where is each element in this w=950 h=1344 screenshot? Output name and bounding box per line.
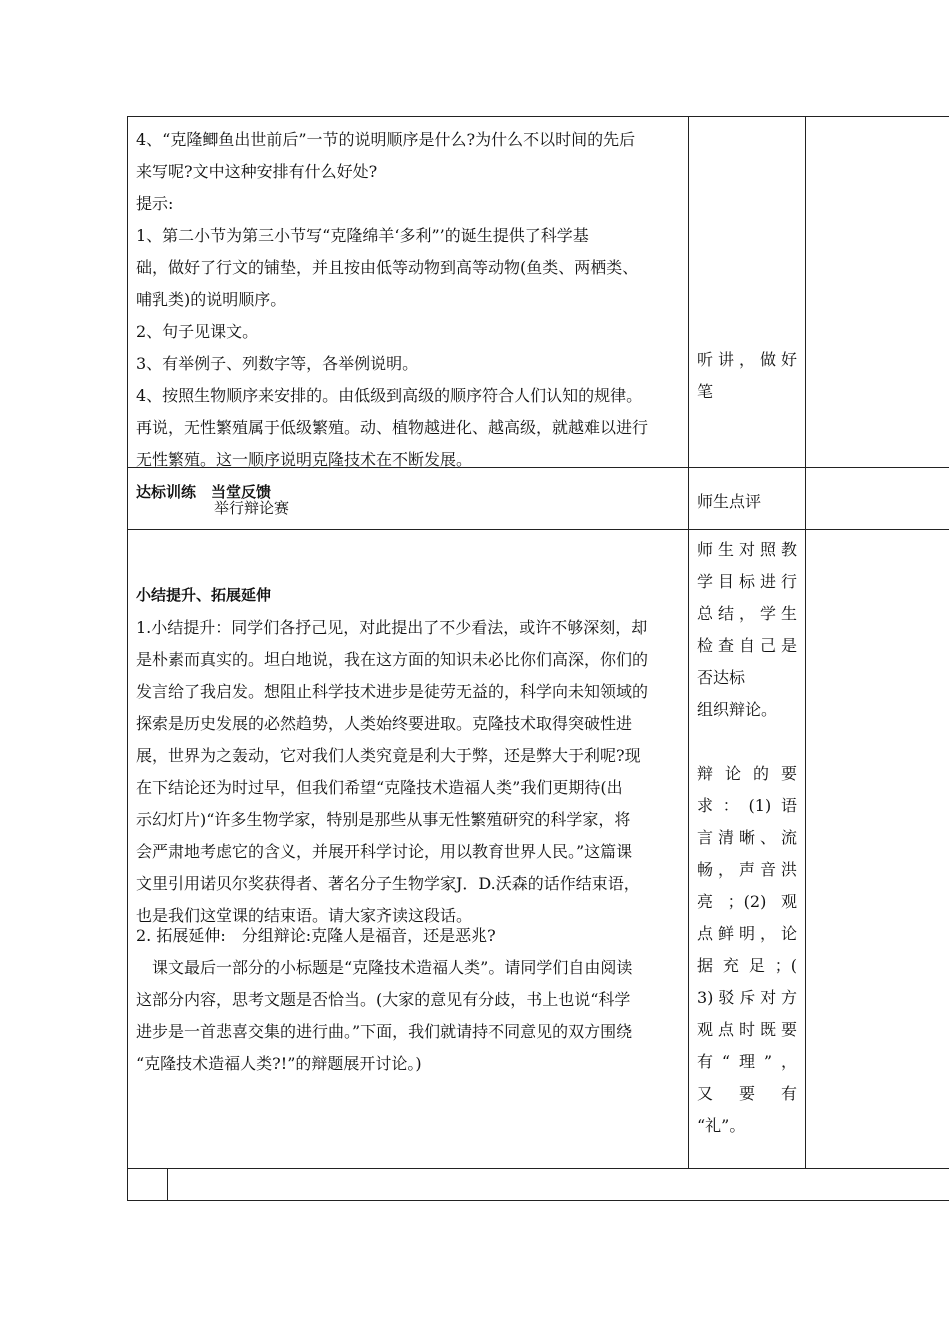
side-note-line: 言清晰、流 <box>697 828 797 847</box>
summary-line: 会严肃地考虑它的含义，并展开科学讨论，用以教育世界人民。”这篇课 <box>136 842 633 861</box>
side-note-line: 总结，学生 <box>697 604 797 623</box>
row1-line: 4、“克隆鲫鱼出世前后”一节的说明顺序是什么?为什么不以时间的先后 <box>136 130 636 149</box>
table-top-border <box>127 116 949 117</box>
summary-line: 也是我们这堂课的结束语。请大家齐读这段话。 <box>136 906 473 925</box>
table-left-border <box>127 116 128 1201</box>
row2-side-label: 师生点评 <box>697 492 762 511</box>
side-note-line: 检查自己是 <box>697 636 797 655</box>
side-note-line: “礼”。 <box>697 1116 746 1135</box>
side-note-line: 点鲜明，论 <box>697 924 797 943</box>
row-divider-2 <box>127 529 949 530</box>
side-note-line: 求：(1)语 <box>697 796 797 815</box>
side-note-line: 否达标 <box>697 668 746 687</box>
row1-side-line: 笔 <box>697 382 714 401</box>
summary-line: 探索是历史发展的必然趋势，人类始终要进取。克隆技术取得突破性进 <box>136 714 633 733</box>
row1-line: 3、有举例子、列数字等，各举例说明。 <box>136 354 419 373</box>
side-note-line: 学目标进行 <box>697 572 797 591</box>
row1-line: 础，做好了行文的铺垫，并且按由低等动物到高等动物(鱼类、两栖类、 <box>136 258 639 277</box>
column-divider-right <box>805 116 806 1169</box>
row1-line: 提示: <box>136 194 174 213</box>
row-divider-3 <box>127 1168 949 1169</box>
side-note-line: 师生对照教 <box>697 540 797 559</box>
row1-line: 哺乳类)的说明顺序。 <box>136 290 287 309</box>
side-note-line: 组织辩论。 <box>697 700 778 719</box>
summary-line: 是朴素而真实的。坦白地说，我在这方面的知识未必比你们高深，你们的 <box>136 650 649 669</box>
side-note-line: 畅，声音洪 <box>697 860 797 879</box>
summary-line: 示幻灯片)“许多生物学家，特别是那些从事无性繁殖研究的科学家，将 <box>136 810 631 829</box>
side-note-line: 3)驳斥对方 <box>697 988 797 1007</box>
row2-heading: 达标训练 当堂反馈 <box>136 483 272 501</box>
summary-line: 1.小结提升：同学们各抒己见，对此提出了不少看法，或许不够深刻，却 <box>136 618 648 637</box>
summary-line: 发言给了我启发。想阻止科学技术进步是徒劳无益的，科学向未知领域的 <box>136 682 649 701</box>
extend-line: 课文最后一部分的小标题是“克隆技术造福人类”。请同学们自由阅读 <box>136 958 633 977</box>
extend-line: 2. 拓展延伸: 分组辩论:克隆人是福音，还是恶兆? <box>136 926 496 945</box>
column-divider-main <box>688 116 689 1169</box>
side-note-line: 又要有 <box>697 1084 797 1103</box>
row1-line: 来写呢?文中这种安排有什么好处? <box>136 162 378 181</box>
row1-side-line: 听讲，做好 <box>697 350 797 369</box>
row3-heading: 小结提升、拓展延伸 <box>136 586 272 604</box>
row1-line: 1、第二小节为第三小节写“克隆绵羊‘多利”’的诞生提供了科学基 <box>136 226 589 245</box>
extend-line: “克隆技术造福人类?!”的辩题展开讨论。) <box>136 1054 422 1073</box>
side-note-line: 观点时既要 <box>697 1020 797 1039</box>
side-note-line: 有“理”， <box>697 1052 797 1071</box>
row1-line: 无性繁殖。这一顺序说明克隆技术在不断发展。 <box>136 450 473 469</box>
extend-line: 进步是一首悲喜交集的进行曲。”下面，我们就请持不同意见的双方围绕 <box>136 1022 633 1041</box>
row1-line: 4、按照生物顺序来安排的。由低级到高级的顺序符合人们认知的规律。 <box>136 386 643 405</box>
summary-line: 展，世界为之轰动，它对我们人类究竟是利大于弊，还是弊大于利呢?现 <box>136 746 641 765</box>
extend-line: 这部分内容，思考文题是否恰当。(大家的意见有分歧，书上也说“科学 <box>136 990 631 1009</box>
row2-subtitle: 举行辩论赛 <box>214 499 290 517</box>
bottom-row-divider <box>167 1168 168 1201</box>
side-note-line: 辩论的要 <box>697 764 797 783</box>
table-bottom-border <box>127 1200 949 1201</box>
side-note-line: 据充足；( <box>697 956 797 975</box>
summary-line: 在下结论还为时过早，但我们希望“克隆技术造福人类”我们更期待(出 <box>136 778 623 797</box>
summary-line: 文里引用诺贝尔奖获得者、著名分子生物学家J．D.沃森的话作结束语， <box>136 874 640 893</box>
row1-line: 2、句子见课文。 <box>136 322 259 341</box>
row1-line: 再说，无性繁殖属于低级繁殖。动、植物越进化、越高级，就越难以进行 <box>136 418 649 437</box>
side-note-line: 亮；(2)观 <box>697 892 797 911</box>
